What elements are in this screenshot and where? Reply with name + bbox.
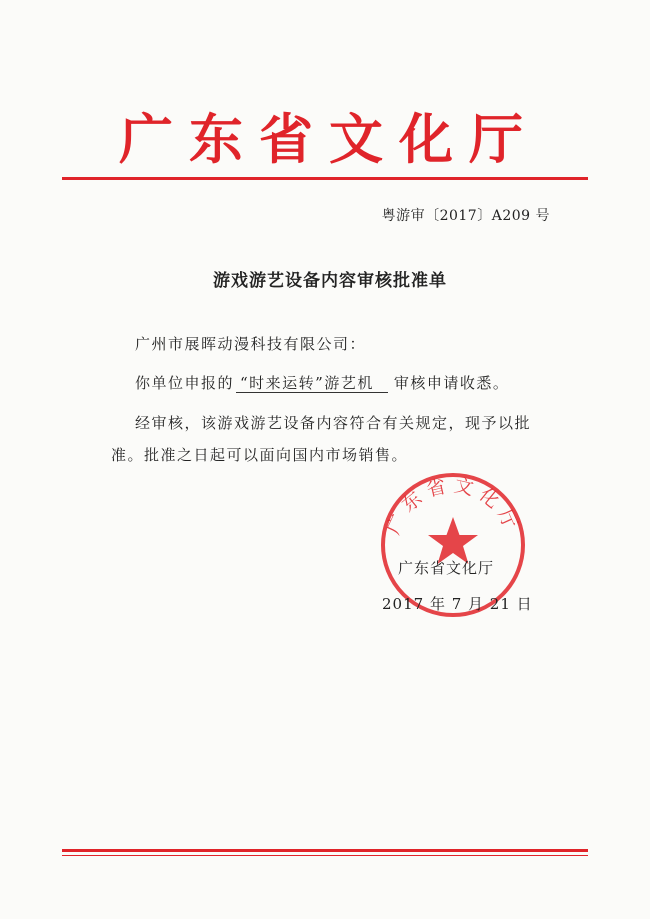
svg-text:广东省文化厅: 广东省文化厅 <box>382 474 524 538</box>
signature-date: 2017 年 7 月 21 日 <box>382 595 533 613</box>
application-suffix: 审核申请收悉。 <box>393 374 510 392</box>
review-result-line: 经审核，该游戏游艺设备内容符合有关规定，现予以批 <box>135 414 532 432</box>
product-name: “时来运转”游艺机 <box>236 375 388 393</box>
header-red-rule <box>62 177 588 180</box>
application-prefix: 你单位申报的 <box>135 374 235 392</box>
recipient-line: 广州市展晖动漫科技有限公司： <box>135 335 367 353</box>
document-number: 粤游审〔2017〕A209 号 <box>381 208 550 224</box>
application-line <box>135 372 509 393</box>
issuer-masthead: 广东省文化厅 <box>119 108 539 171</box>
footer-red-rule-thin <box>62 855 588 856</box>
signer-name: 广东省文化厅 <box>398 559 495 577</box>
footer-red-rule-thick <box>62 849 588 852</box>
approval-line: 准。批准之日起可以面向国内市场销售。 <box>111 446 409 464</box>
document-title: 游戏游艺设备内容审核批准单 <box>213 271 447 291</box>
